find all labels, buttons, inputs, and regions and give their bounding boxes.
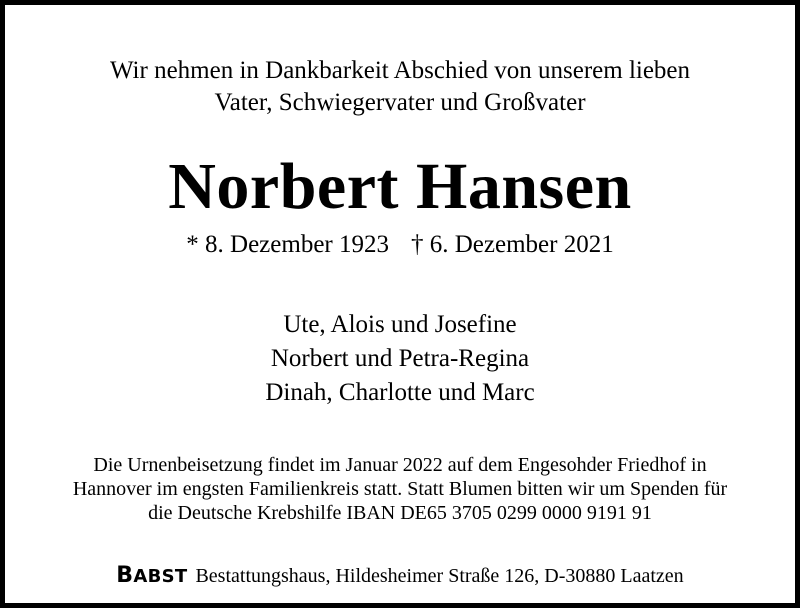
birth-date: * 8. Dezember 1923 (186, 231, 389, 258)
intro-text (5, 55, 795, 119)
family-members (5, 308, 795, 410)
funeral-home-logo: BABST (116, 563, 188, 588)
funeral-details (5, 453, 795, 525)
intro-line-2: Vater, Schwiegervater und Großvater (214, 89, 586, 116)
family-line-3: Dinah, Charlotte und Marc (265, 379, 535, 406)
funeral-home-address: Bestattungshaus, Hildesheimer Straße 126, D-30880 Laatzen (195, 565, 684, 587)
death-date: † 6. Dezember 2021 (411, 231, 614, 258)
family-line-2: Norbert und Petra-Regina (270, 345, 530, 372)
family-line-1: Ute, Alois und Josefine (283, 311, 517, 338)
details-line-1: Die Urnenbeisetzung findet im Januar 2022 auf dem Engesohder Friedhof in (93, 454, 707, 476)
intro-line-1: Wir nehmen in Dankbarkeit Abschied von unserem lieben (109, 57, 691, 84)
life-dates (5, 229, 795, 261)
funeral-home-footer (5, 563, 795, 590)
deceased-name: Norbert Hansen (168, 150, 632, 223)
details-line-3: die Deutsche Krebshilfe IBAN DE65 3705 0299 0000 9191 91 (148, 502, 652, 524)
details-line-2: Hannover im engsten Familienkreis statt. Statt Blumen bitten wir um Spenden für (72, 478, 728, 500)
